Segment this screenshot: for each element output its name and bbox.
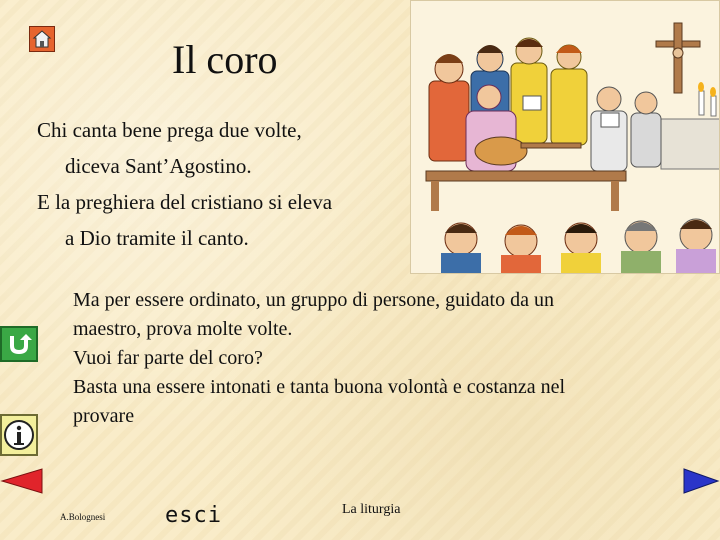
body-line: provare [73, 405, 135, 427]
right-triangle-icon [684, 469, 718, 493]
info-button[interactable] [0, 414, 38, 456]
back-button[interactable] [0, 326, 38, 362]
body-line: Ma per essere ordinato, un gruppo di persone, guidato da un [73, 289, 554, 311]
return-arrow-icon [6, 332, 32, 356]
author-credit: A.Bolognesi [60, 512, 106, 522]
page-title: Il coro [172, 37, 278, 82]
body-line: maestro, prova molte volte. [73, 318, 293, 340]
exit-button[interactable]: esci [165, 503, 222, 528]
intro-line: diceva Sant’Agostino. [65, 154, 252, 178]
intro-line: a Dio tramite il canto. [65, 226, 249, 250]
liturgy-link[interactable]: La liturgia [342, 502, 401, 517]
body-text [73, 286, 683, 431]
home-button[interactable] [29, 26, 55, 52]
choir-illustration [410, 0, 720, 274]
intro-text [37, 112, 397, 256]
next-button[interactable] [682, 468, 720, 494]
info-icon [3, 419, 35, 451]
home-icon [32, 29, 52, 49]
previous-button[interactable] [0, 468, 44, 494]
left-triangle-icon [2, 469, 42, 493]
intro-line: E la preghiera del cristiano si eleva [37, 190, 333, 214]
intro-line: Chi canta bene prega due volte, [37, 118, 302, 142]
body-line: Basta una essere intonati e tanta buona volontà e costanza nel [73, 376, 566, 398]
body-line: Vuoi far parte del coro? [73, 347, 263, 369]
